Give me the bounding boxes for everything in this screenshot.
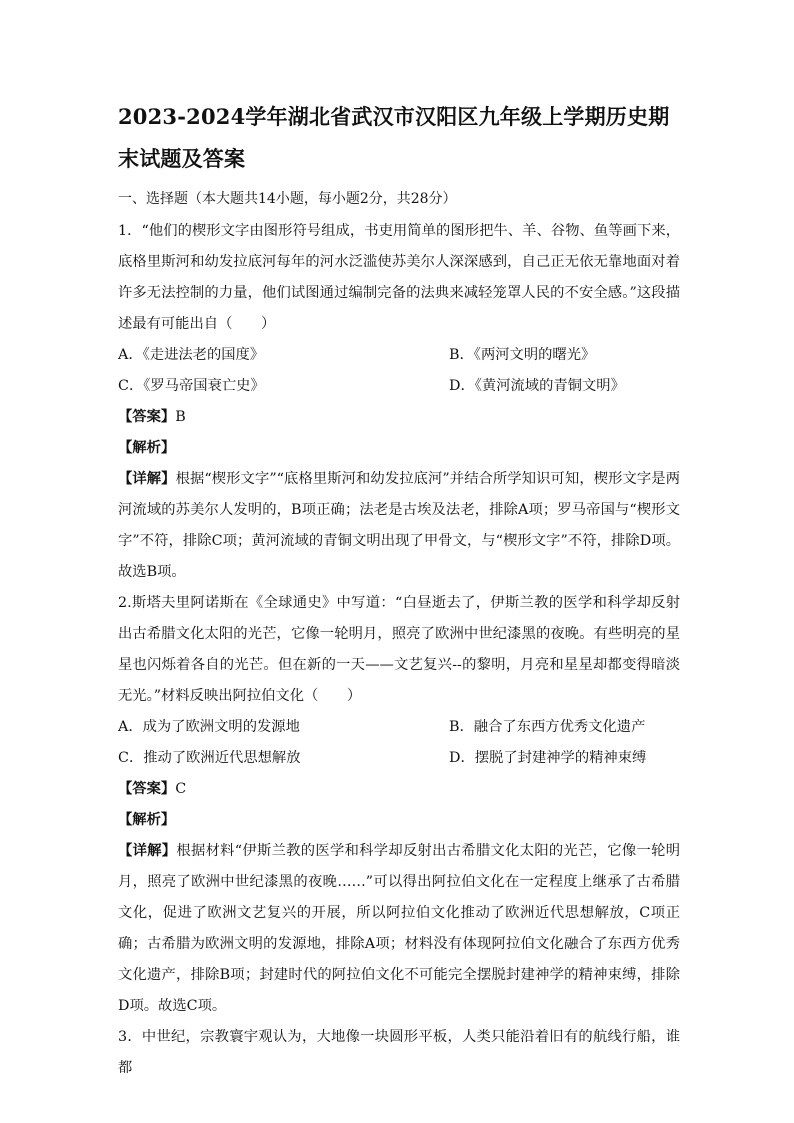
option-d: D．《黄河流域的青铜文明》: [449, 378, 625, 394]
question-stem: 2.斯塔夫里阿诺斯在《全球通史》中写道：“白昼逝去了，伊斯兰教的医学和科学却反射出古希腊文化太阳的光芒，它像一轮明月，照亮了欧洲中世纪漆黑的夜晚。有些明亮的星星也闪烁着各自的光芒。但在新的一天——文艺复兴--的黎明，月亮和星星却都变得暗淡无光。”材料反映出阿拉伯文化（ ）: [118, 595, 680, 704]
answer-value: C: [175, 781, 187, 797]
question-3: [118, 1022, 680, 1084]
options-list: [118, 340, 680, 402]
analysis-line: [118, 433, 680, 464]
analysis-label: 【解析】: [118, 812, 176, 828]
option-b: B．融合了东西方优秀文化遗产: [449, 719, 646, 735]
answer-label: 【答案】: [118, 781, 176, 797]
detail-text: 根据材料“伊斯兰教的医学和科学却反射出古希腊文化太阳的光芒，它像一轮明月，照亮了欧洲中世纪漆黑的夜晚……”可以得出阿拉伯文化在一定程度上继承了古希腊文化，促进了欧洲文艺复兴的开展，所以阿拉伯文化推动了欧洲近代思想解放，C项正确；古希腊为欧洲文明的发源地，排除A项；材料没有体现阿拉伯文化融合了东西方优秀文化遗产，排除B项；封建时代的阿拉伯文化不可能完全摆脱封建神学的精神束缚，排除D项。故选C项。: [118, 843, 680, 1014]
detail-label: 【详解】: [118, 471, 176, 487]
question-2: [118, 588, 680, 1022]
question-1: [118, 216, 680, 588]
answer-line: [118, 774, 680, 805]
options-list: [118, 712, 680, 774]
document-page: [118, 96, 680, 1084]
detail-text: 根据“楔形文字”“底格里斯河和幼发拉底河”并结合所学知识可知，楔形文字是两河流域的苏美尔人发明的，B项正确；法老是古埃及法老，排除A项；罗马帝国与“楔形文字”不符，排除C项；黄河流域的青铜文明出现了甲骨文，与“楔形文字”不符，排除D项。故选B项。: [118, 471, 681, 580]
detail-paragraph: [118, 836, 680, 1022]
answer-line: [118, 402, 680, 433]
analysis-label: 【解析】: [118, 440, 176, 456]
answer-value: B: [175, 409, 186, 425]
section-header: 一、选择题（本大题共14小题，每小题2分，共28分）: [118, 191, 457, 207]
question-stem: 1．“他们的楔形文字由图形符号组成，书吏用简单的图形把牛、羊、谷物、鱼等画下来，底格里斯河和幼发拉底河每年的河水泛滥使苏美尔人深深感到，自己正无依无靠地面对着许多无法控制的力量，他们试图通过编制完备的法典来减轻笼罩人民的不安全感。”这段描述最有可能出自（ ）: [118, 223, 680, 332]
answer-label: 【答案】: [118, 409, 176, 425]
option-a: A．成为了欧洲文明的发源地: [118, 719, 300, 735]
analysis-line: [118, 805, 680, 836]
document-title: 2023-2024学年湖北省武汉市汉阳区九年级上学期历史期末试题及答案: [118, 104, 670, 171]
option-c: C．推动了欧洲近代思想解放: [118, 750, 301, 766]
option-c: C．《罗马帝国衰亡史》: [118, 378, 265, 394]
option-a: A．《走进法老的国度》: [118, 347, 265, 363]
option-d: D．摆脱了封建神学的精神束缚: [449, 750, 647, 766]
detail-paragraph: [118, 464, 680, 588]
question-stem: 3．中世纪，宗教寰宇观认为，大地像一块圆形平板，人类只能沿着旧有的航线行船，谁都: [118, 1029, 680, 1076]
option-b: B．《两河文明的曙光》: [449, 347, 596, 363]
detail-label: 【详解】: [118, 843, 177, 859]
